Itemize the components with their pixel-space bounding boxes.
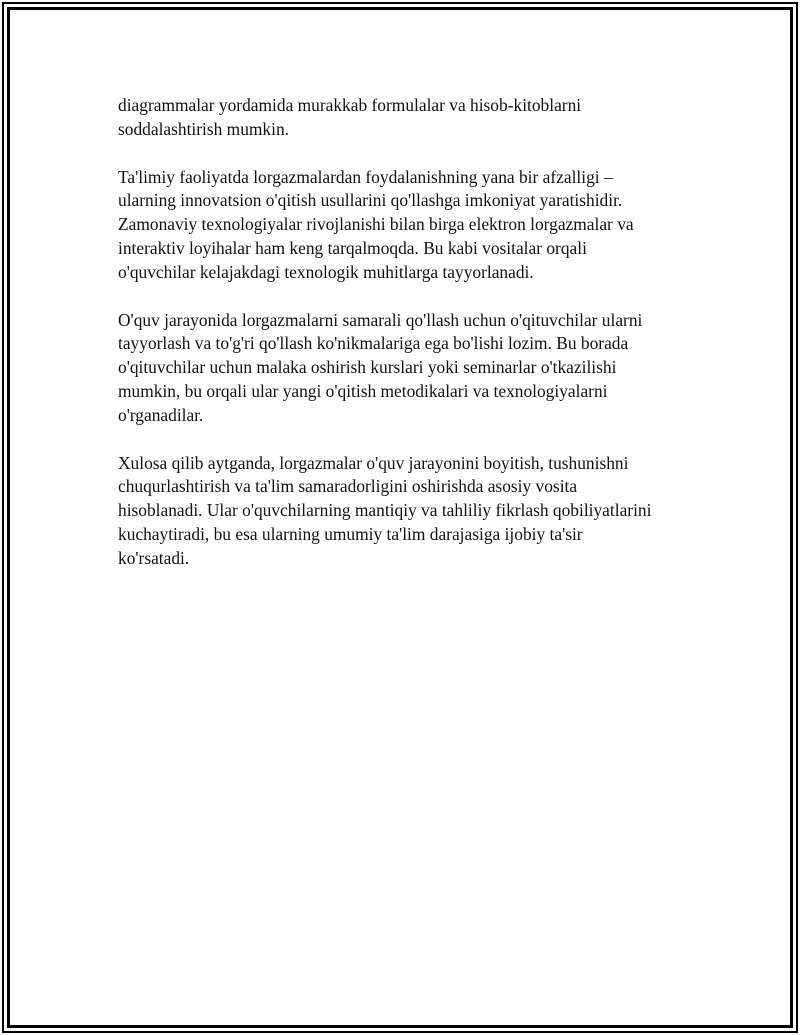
paragraph-line: kuchaytiradi, bu esa ularning umumiy ta'lim darajasiga ijobiy ta'sir (118, 523, 583, 544)
paragraph-line: mumkin, bu orqali ular yangi o'qitish metodikalari va texnologiyalarni (118, 380, 608, 401)
paragraph-line: interaktiv loyihalar ham keng tarqalmoqda. Bu kabi vositalar orqali (118, 237, 587, 258)
paragraph-2 (118, 166, 698, 285)
paragraph-line: o'quvchilar kelajakdagi texnologik muhitlarga tayyorlanadi. (118, 261, 534, 282)
paragraph-line: tayyorlash va to'g'ri qo'llash ko'nikmalariga ega bo'lishi lozim. Bu borada (118, 333, 629, 354)
paragraph-line: chuqurlashtirish va ta'lim samaradorligini oshirishda asosiy vosita (118, 476, 578, 497)
paragraph-line: o'qituvchilar uchun malaka oshirish kurslari yoki seminarlar o'tkazilishi (118, 357, 617, 378)
paragraph-line: ko'rsatadi. (118, 547, 190, 568)
paragraph-line: O'quv jarayonida lorgazmalarni samarali qo'llash uchun o'qituvchilar ularni (118, 309, 643, 330)
paragraph-line: hisoblanadi. Ular o'quvchilarning mantiqiy va tahliliy fikrlash qobiliyatlarini (118, 500, 652, 521)
document-body (118, 94, 698, 595)
paragraph-line: soddalashtirish mumkin. (118, 118, 290, 139)
paragraph-3 (118, 309, 698, 428)
paragraph-line: diagrammalar yordamida murakkab formulalar va hisob-kitoblarni (118, 95, 582, 115)
paragraph-line: Xulosa qilib aytganda, lorgazmalar o'quv jarayonini boyitish, tushunishni (118, 452, 629, 473)
paragraph-line: o'rganadilar. (118, 404, 204, 425)
paragraph-line: Zamonaviy texnologiyalar rivojlanishi bilan birga elektron lorgazmalar va (118, 214, 634, 235)
paragraph-1 (118, 94, 698, 142)
paragraph-line: Ta'limiy faoliyatda lorgazmalardan foydalanishning yana bir afzalligi – (118, 166, 613, 187)
paragraph-line: ularning innovatsion o'qitish usullarini qo'llashga imkoniyat yaratishidir. (118, 190, 623, 211)
paragraph-4 (118, 452, 698, 571)
